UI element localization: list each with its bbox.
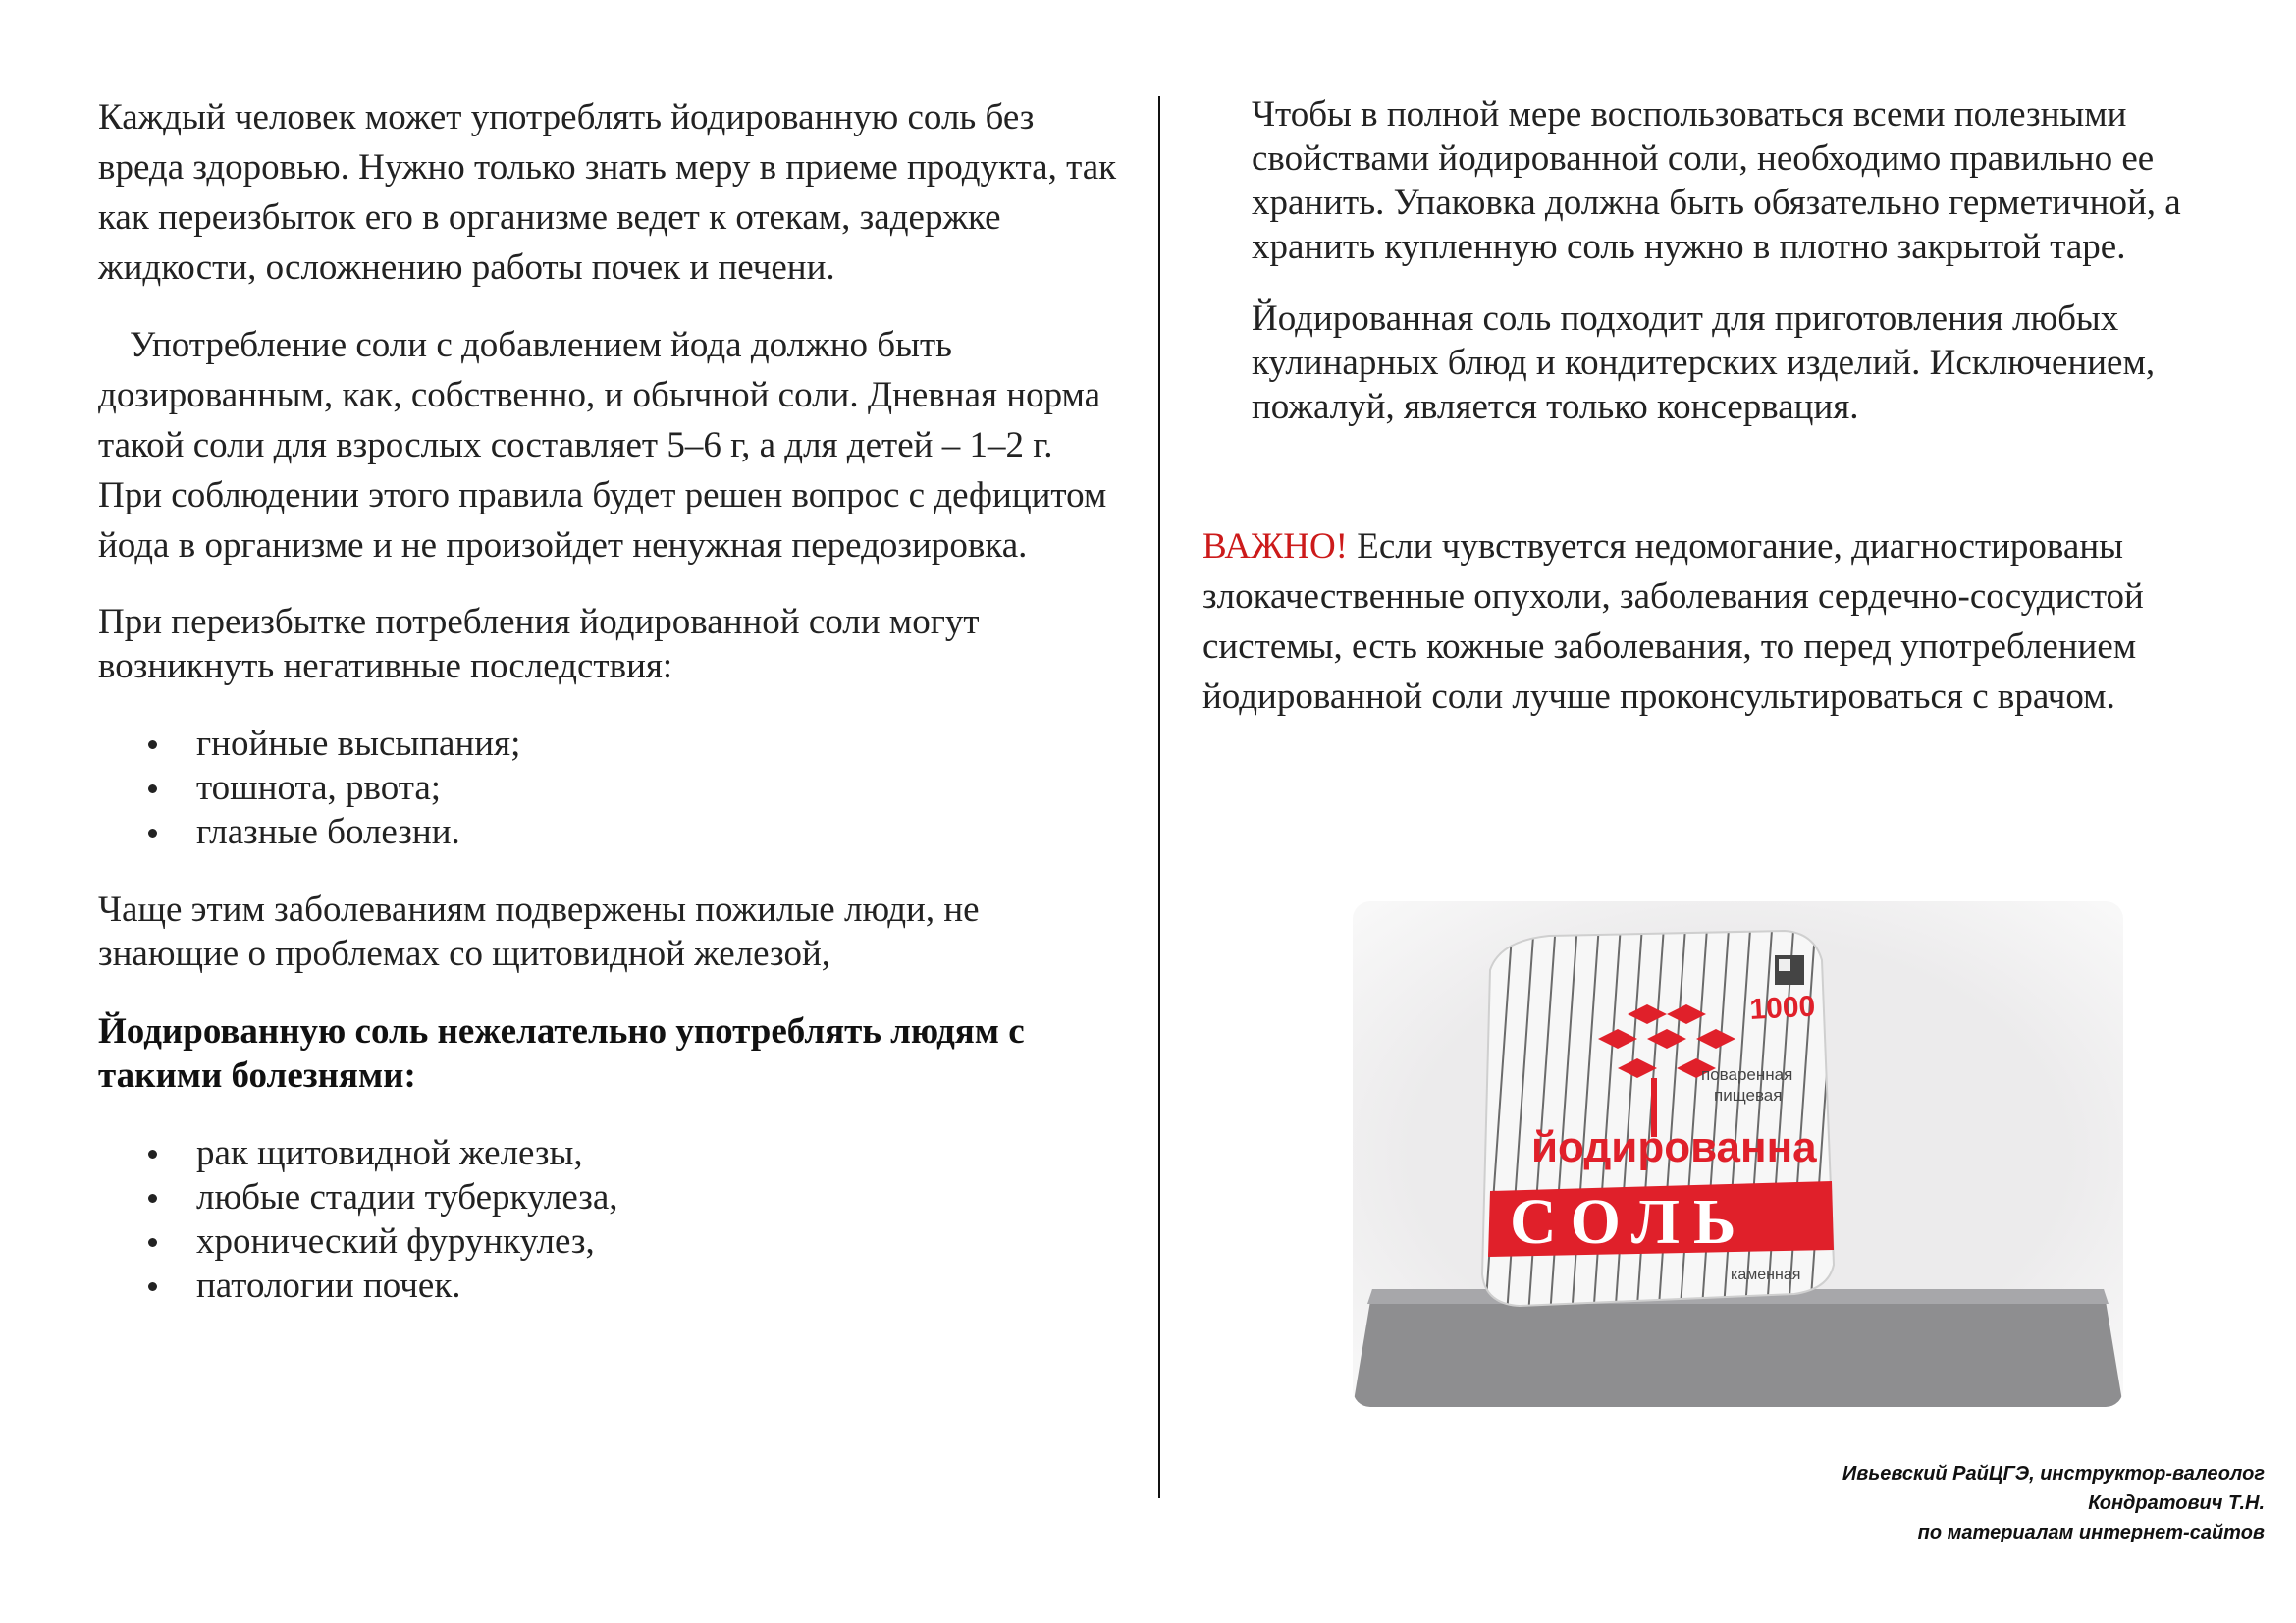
warning-text: Если чувствуется недомогание, диагностированы злокачественные опухоли, заболевания сердечно-сосудистой системы, есть кожные заболевания, то перед употреблением йодированной соли лучше проконсультироваться с врачом. bbox=[1202, 526, 2144, 717]
list-item: тошнота, рвота; bbox=[98, 766, 1119, 810]
bullet-icon bbox=[148, 1238, 157, 1247]
bullet-icon bbox=[148, 1282, 157, 1291]
paragraph-intro: Каждый человек может употреблять йодированную соль без вреда здоровью. Нужно только знать меру в приеме продукта, так как переизбыток его в организме ведет к отекам, задержке жидкости, осложнению работы почек и печени. bbox=[98, 97, 1117, 288]
bullet-icon bbox=[148, 1150, 157, 1159]
credit-source: по материалам интернет-сайтов bbox=[1917, 1522, 2265, 1543]
bottom-label: каменная bbox=[1731, 1267, 1801, 1283]
bullet-icon bbox=[148, 829, 157, 838]
paragraph-dosage: Употребление соли с добавлением йода должно быть дозированным, как, собственно, и обычной соли. Дневная норма такой соли для взрослых составляет 5–6 г, а для детей – 1–2 г. При соблюдении этого правила будет решен вопрос с дефицитом йода в организме и не произойдет ненужная передозировка. bbox=[98, 325, 1107, 566]
paragraph-storage: Чтобы в полной мере воспользоваться всеми полезными свойствами йодированной соли, необходимо правильно ее хранить. Упаковка должна быть обязательно герметичной, а хранить купленную соль нужно в плотно закрытой таре. bbox=[1252, 94, 2181, 267]
author-credit bbox=[1577, 1459, 2265, 1547]
paragraph-usage: Йодированная соль подходит для приготовления любых кулинарных блюд и кондитерских изделий. Исключением, пожалуй, является только консервация. bbox=[1252, 298, 2156, 427]
bullet-icon bbox=[148, 740, 157, 749]
paragraph-warning bbox=[1202, 521, 2243, 722]
bullet-icon bbox=[148, 784, 157, 793]
right-column bbox=[1202, 92, 2243, 722]
column-divider bbox=[1158, 96, 1160, 1498]
list-item: хронический фурункулез, bbox=[98, 1219, 1119, 1264]
list-item: любые стадии туберкулеза, bbox=[98, 1175, 1119, 1219]
list-item: патологии почек. bbox=[98, 1264, 1119, 1308]
left-column bbox=[98, 92, 1119, 1308]
credit-author: Кондратович Т.Н. bbox=[2088, 1492, 2265, 1514]
list-item: глазные болезни. bbox=[98, 810, 1119, 854]
warning-label: ВАЖНО! bbox=[1202, 526, 1348, 567]
paragraph-elderly: Чаще этим заболеваниям подвержены пожилые люди, не знающие о проблемах со щитовидной железой, bbox=[98, 890, 980, 974]
brand-label-2: СОЛЬ bbox=[1510, 1186, 1750, 1258]
sub-label-2: пищевая bbox=[1714, 1086, 1783, 1105]
bullet-icon bbox=[148, 1194, 157, 1203]
list-diseases bbox=[98, 1131, 1119, 1308]
list-consequences bbox=[98, 722, 1119, 854]
salt-package-photo bbox=[1353, 901, 2123, 1407]
salt-bag-illustration bbox=[1353, 901, 2123, 1407]
paragraph-excess: При переизбытке потребления йодированной соли могут возникнуть негативные последствия: bbox=[98, 602, 980, 686]
list-item: гнойные высыпания; bbox=[98, 722, 1119, 766]
credit-organization: Ивьевский РайЦГЭ, инструктор-валеолог bbox=[1842, 1463, 2265, 1485]
weight-label: 1000 bbox=[1748, 990, 1817, 1026]
list-item: рак щитовидной железы, bbox=[98, 1131, 1119, 1175]
brand-label-1: йодированна bbox=[1531, 1123, 1817, 1171]
sub-label-1: поваренная bbox=[1701, 1065, 1793, 1084]
paragraph-contraindications-heading: Йодированную соль нежелательно употреблять людям с такими болезнями: bbox=[98, 1011, 1025, 1096]
